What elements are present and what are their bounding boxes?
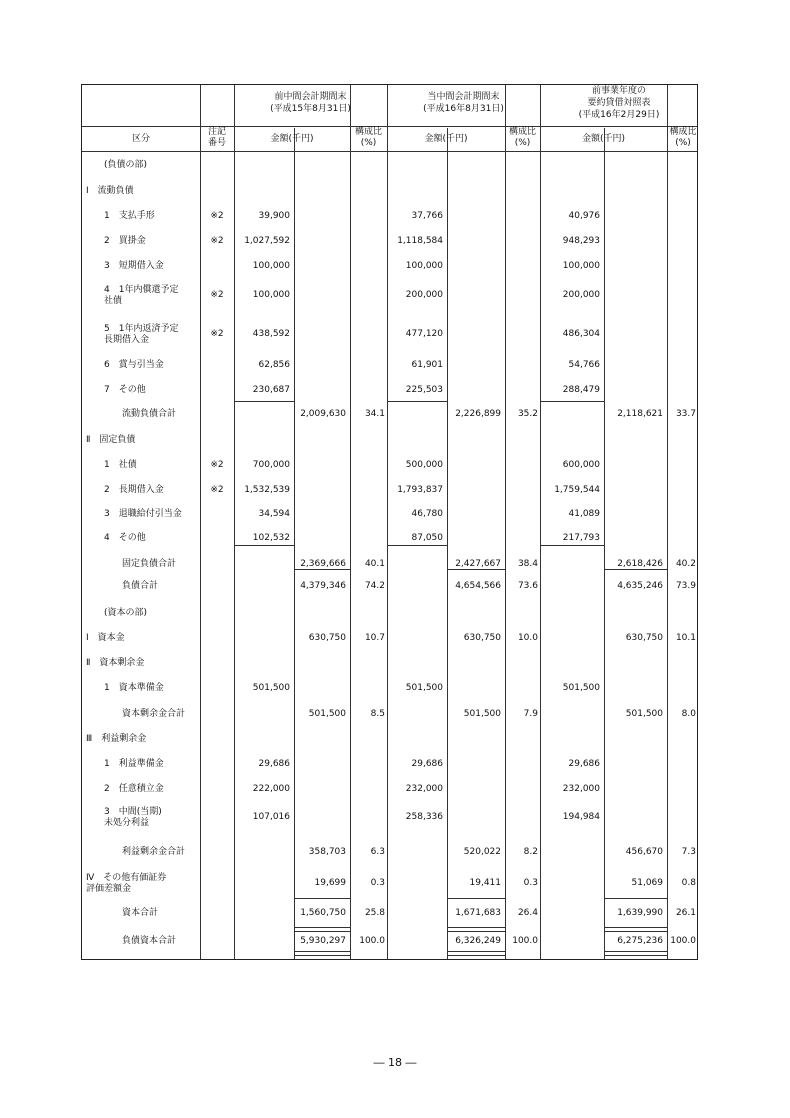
amount-value: 1,671,683	[455, 908, 501, 918]
amount-value: 358,703	[308, 847, 346, 857]
amount-value: 520,022	[463, 847, 501, 857]
col2-header-line1: 当中間会計期間末	[427, 92, 500, 102]
note-number: ※2	[210, 211, 224, 221]
ratio-value: 33.7	[675, 409, 696, 419]
row-label: Ⅰ 流動負債	[86, 186, 134, 196]
ratio-value: 40.1	[364, 559, 385, 569]
amount-value: 222,000	[252, 784, 290, 794]
row-label: 流動負債合計	[122, 409, 177, 419]
amount-value: 100,000	[405, 261, 443, 271]
amount-value: 1,532,539	[244, 485, 290, 495]
row-label: Ⅰ 資本金	[86, 633, 125, 643]
amount-value: 61,901	[411, 360, 443, 370]
header-divider	[82, 126, 697, 127]
row-label: 4 その他	[104, 533, 146, 543]
col3-header-line3: (平成16年2月29日)	[578, 110, 660, 120]
row-label: 2 長期借入金	[104, 485, 164, 495]
ratio-value: 26.4	[517, 908, 538, 918]
amount-header-2: 金額(千円)	[424, 134, 468, 144]
row-label: 2 任意積立金	[104, 784, 164, 794]
amount-value: 2,118,621	[617, 409, 663, 419]
row-label: 1 社債	[104, 460, 137, 470]
ratio-header-3: 構成比 (%)	[669, 127, 697, 148]
row-label: Ⅱ 固定負債	[86, 435, 136, 445]
amount-value: 19,411	[469, 878, 501, 888]
col-divider	[505, 85, 506, 959]
ratio-value: 100.0	[670, 936, 696, 946]
ratio-value: 6.3	[370, 847, 385, 857]
total-double-rule	[294, 951, 350, 956]
row-label: Ⅱ 資本剰余金	[86, 658, 145, 668]
amount-value: 62,856	[258, 360, 290, 370]
row-label: (資本の部)	[104, 608, 148, 618]
amount-value: 288,479	[562, 385, 600, 395]
col1-header-line2: (平成15年8月31日)	[270, 104, 351, 114]
total-double-rule	[604, 927, 667, 932]
subtotal-rule	[387, 545, 447, 546]
amount-value: 100,000	[252, 261, 290, 271]
row-label: Ⅲ 利益剰余金	[86, 734, 147, 744]
col2-header-line2: (平成16年8月31日)	[423, 104, 504, 114]
amount-value: 948,293	[562, 236, 600, 246]
col1-header	[234, 91, 387, 115]
header-divider	[82, 151, 697, 152]
col1-header-line1: 前中間会計期間末	[274, 92, 347, 102]
ratio-value: 40.2	[675, 559, 696, 569]
ratio-value: 10.0	[517, 633, 538, 643]
amount-value: 4,635,246	[617, 581, 663, 591]
row-label: 6 賞与引当金	[104, 360, 164, 370]
amount-value: 5,930,297	[300, 936, 346, 946]
row-label: 1 支払手形	[104, 211, 155, 221]
ratio-value: 100.0	[359, 936, 385, 946]
amount-value: 200,000	[405, 290, 443, 300]
amount-value: 102,532	[252, 533, 290, 543]
amount-value: 501,500	[252, 683, 290, 693]
total-double-rule	[294, 927, 350, 932]
ratio-value: 7.3	[681, 847, 696, 857]
ratio-value: 0.3	[523, 878, 538, 888]
amount-header-1: 金額(千円)	[270, 134, 314, 144]
col3-header-line2: 要約貸借対照表	[587, 98, 651, 108]
row-label: 負債合計	[122, 581, 159, 591]
amount-value: 37,766	[411, 211, 443, 221]
subtotal-rule	[234, 545, 294, 546]
note-number: ※2	[210, 485, 224, 495]
amount-value: 501,500	[625, 709, 663, 719]
col-divider	[447, 128, 448, 959]
subtotal-rule	[604, 569, 667, 570]
amount-value: 232,000	[405, 784, 443, 794]
amount-value: 2,618,426	[617, 559, 663, 569]
ratio-value: 0.8	[681, 878, 696, 888]
row-label: 3 退職給付引当金	[104, 509, 182, 519]
total-double-rule	[447, 927, 505, 932]
amount-value: 200,000	[562, 290, 600, 300]
row-label: 1 資本準備金	[104, 683, 164, 693]
amount-value: 456,670	[625, 847, 663, 857]
total-double-rule	[604, 951, 667, 956]
ratio-value: 8.5	[370, 709, 385, 719]
subtotal-rule	[387, 401, 447, 402]
ratio-header-2: 構成比 (%)	[508, 127, 536, 148]
amount-value: 1,639,990	[617, 908, 663, 918]
subtotal-rule	[540, 545, 604, 546]
col2-header	[387, 91, 540, 115]
amount-value: 486,304	[562, 329, 600, 339]
amount-value: 6,275,236	[617, 936, 663, 946]
row-label: 7 その他	[104, 385, 146, 395]
kubun-header: 区分	[131, 134, 150, 144]
amount-value: 54,766	[568, 360, 600, 370]
row-label: 固定負債合計	[122, 559, 177, 569]
ratio-header-1: 構成比 (%)	[354, 127, 382, 148]
amount-value: 194,984	[562, 812, 600, 822]
subtotal-rule	[540, 401, 604, 402]
amount-value: 100,000	[562, 261, 600, 271]
amount-value: 4,379,346	[300, 581, 346, 591]
subtotal-rule	[294, 569, 350, 570]
row-label: 3 中間(当期) 未処分利益	[104, 807, 162, 828]
row-label: 2 買掛金	[104, 236, 146, 246]
amount-value: 477,120	[405, 329, 443, 339]
amount-value: 1,027,592	[244, 236, 290, 246]
ratio-value: 7.9	[523, 709, 538, 719]
row-label: 4 1年内償還予定 社債	[104, 285, 179, 306]
amount-value: 501,500	[308, 709, 346, 719]
ratio-value: 10.7	[364, 633, 385, 643]
ratio-value: 34.1	[364, 409, 385, 419]
amount-value: 700,000	[252, 460, 290, 470]
ratio-value: 73.9	[675, 581, 696, 591]
amount-value: 87,050	[411, 533, 443, 543]
subtotal-rule	[294, 898, 350, 899]
row-label: Ⅳ その他有価証券 評価差額金	[86, 873, 167, 894]
subtotal-rule	[234, 401, 294, 402]
col3-header	[540, 85, 698, 121]
row-label: 資本剰余金合計	[122, 709, 186, 719]
amount-value: 258,336	[405, 812, 443, 822]
amount-value: 2,226,899	[455, 409, 501, 419]
ratio-value: 38.4	[517, 559, 538, 569]
row-label: 資本合計	[122, 908, 159, 918]
ratio-value: 73.6	[517, 581, 538, 591]
amount-value: 501,500	[405, 683, 443, 693]
ratio-value: 8.0	[681, 709, 696, 719]
amount-value: 217,793	[562, 533, 600, 543]
row-label: 負債資本合計	[122, 936, 177, 946]
note-number: ※2	[210, 236, 224, 246]
ratio-value: 10.1	[675, 633, 696, 643]
page-number: ― 18 ―	[373, 1056, 417, 1069]
row-label: 3 短期借入金	[104, 261, 164, 271]
ratio-value: 74.2	[364, 581, 385, 591]
ratio-value: 25.8	[364, 908, 385, 918]
ratio-value: 100.0	[512, 936, 538, 946]
col-divider	[294, 128, 295, 959]
amount-value: 232,000	[562, 784, 600, 794]
amount-value: 29,686	[411, 759, 443, 769]
note-number: ※2	[210, 329, 224, 339]
subtotal-rule	[447, 898, 505, 899]
amount-value: 107,016	[252, 812, 290, 822]
amount-value: 29,686	[258, 759, 290, 769]
balance-sheet-table	[81, 84, 698, 960]
amount-value: 29,686	[568, 759, 600, 769]
amount-value: 438,592	[252, 329, 290, 339]
amount-value: 4,654,566	[455, 581, 501, 591]
amount-value: 630,750	[625, 633, 663, 643]
amount-value: 2,427,667	[455, 559, 501, 569]
amount-value: 100,000	[252, 290, 290, 300]
ratio-value: 0.3	[370, 878, 385, 888]
amount-value: 630,750	[308, 633, 346, 643]
row-label: (負債の部)	[104, 160, 148, 170]
amount-value: 501,500	[463, 709, 501, 719]
subtotal-rule	[604, 898, 667, 899]
amount-value: 1,118,584	[397, 236, 443, 246]
note-header: 注記 番号	[207, 127, 226, 148]
amount-value: 40,976	[568, 211, 600, 221]
amount-value: 230,687	[252, 385, 290, 395]
amount-value: 41,089	[568, 509, 600, 519]
amount-value: 630,750	[463, 633, 501, 643]
amount-header-3: 金額(千円)	[581, 134, 626, 144]
amount-value: 2,369,666	[300, 559, 346, 569]
amount-value: 225,503	[405, 385, 443, 395]
amount-value: 600,000	[562, 460, 600, 470]
amount-value: 6,326,249	[455, 936, 501, 946]
row-label: 1 利益準備金	[104, 759, 164, 769]
col-divider	[350, 85, 351, 959]
ratio-value: 8.2	[523, 847, 538, 857]
amount-value: 51,069	[631, 878, 663, 888]
note-number: ※2	[210, 290, 224, 300]
row-label: 5 1年内返済予定 長期借入金	[104, 324, 179, 345]
amount-value: 34,594	[258, 509, 290, 519]
amount-value: 19,699	[314, 878, 346, 888]
col-divider	[667, 85, 668, 959]
row-label: 利益剰余金合計	[122, 847, 186, 857]
amount-value: 2,009,630	[300, 409, 346, 419]
ratio-value: 26.1	[675, 908, 696, 918]
col3-header-line1: 前事業年度の	[591, 86, 646, 96]
col-divider	[604, 128, 605, 959]
amount-value: 39,900	[258, 211, 290, 221]
note-number: ※2	[210, 460, 224, 470]
ratio-value: 35.2	[517, 409, 538, 419]
subtotal-rule	[447, 569, 505, 570]
amount-value: 46,780	[411, 509, 443, 519]
amount-value: 500,000	[405, 460, 443, 470]
amount-value: 501,500	[562, 683, 600, 693]
amount-value: 1,793,837	[397, 485, 443, 495]
amount-value: 1,560,750	[300, 908, 346, 918]
total-double-rule	[447, 951, 505, 956]
amount-value: 1,759,544	[554, 485, 600, 495]
